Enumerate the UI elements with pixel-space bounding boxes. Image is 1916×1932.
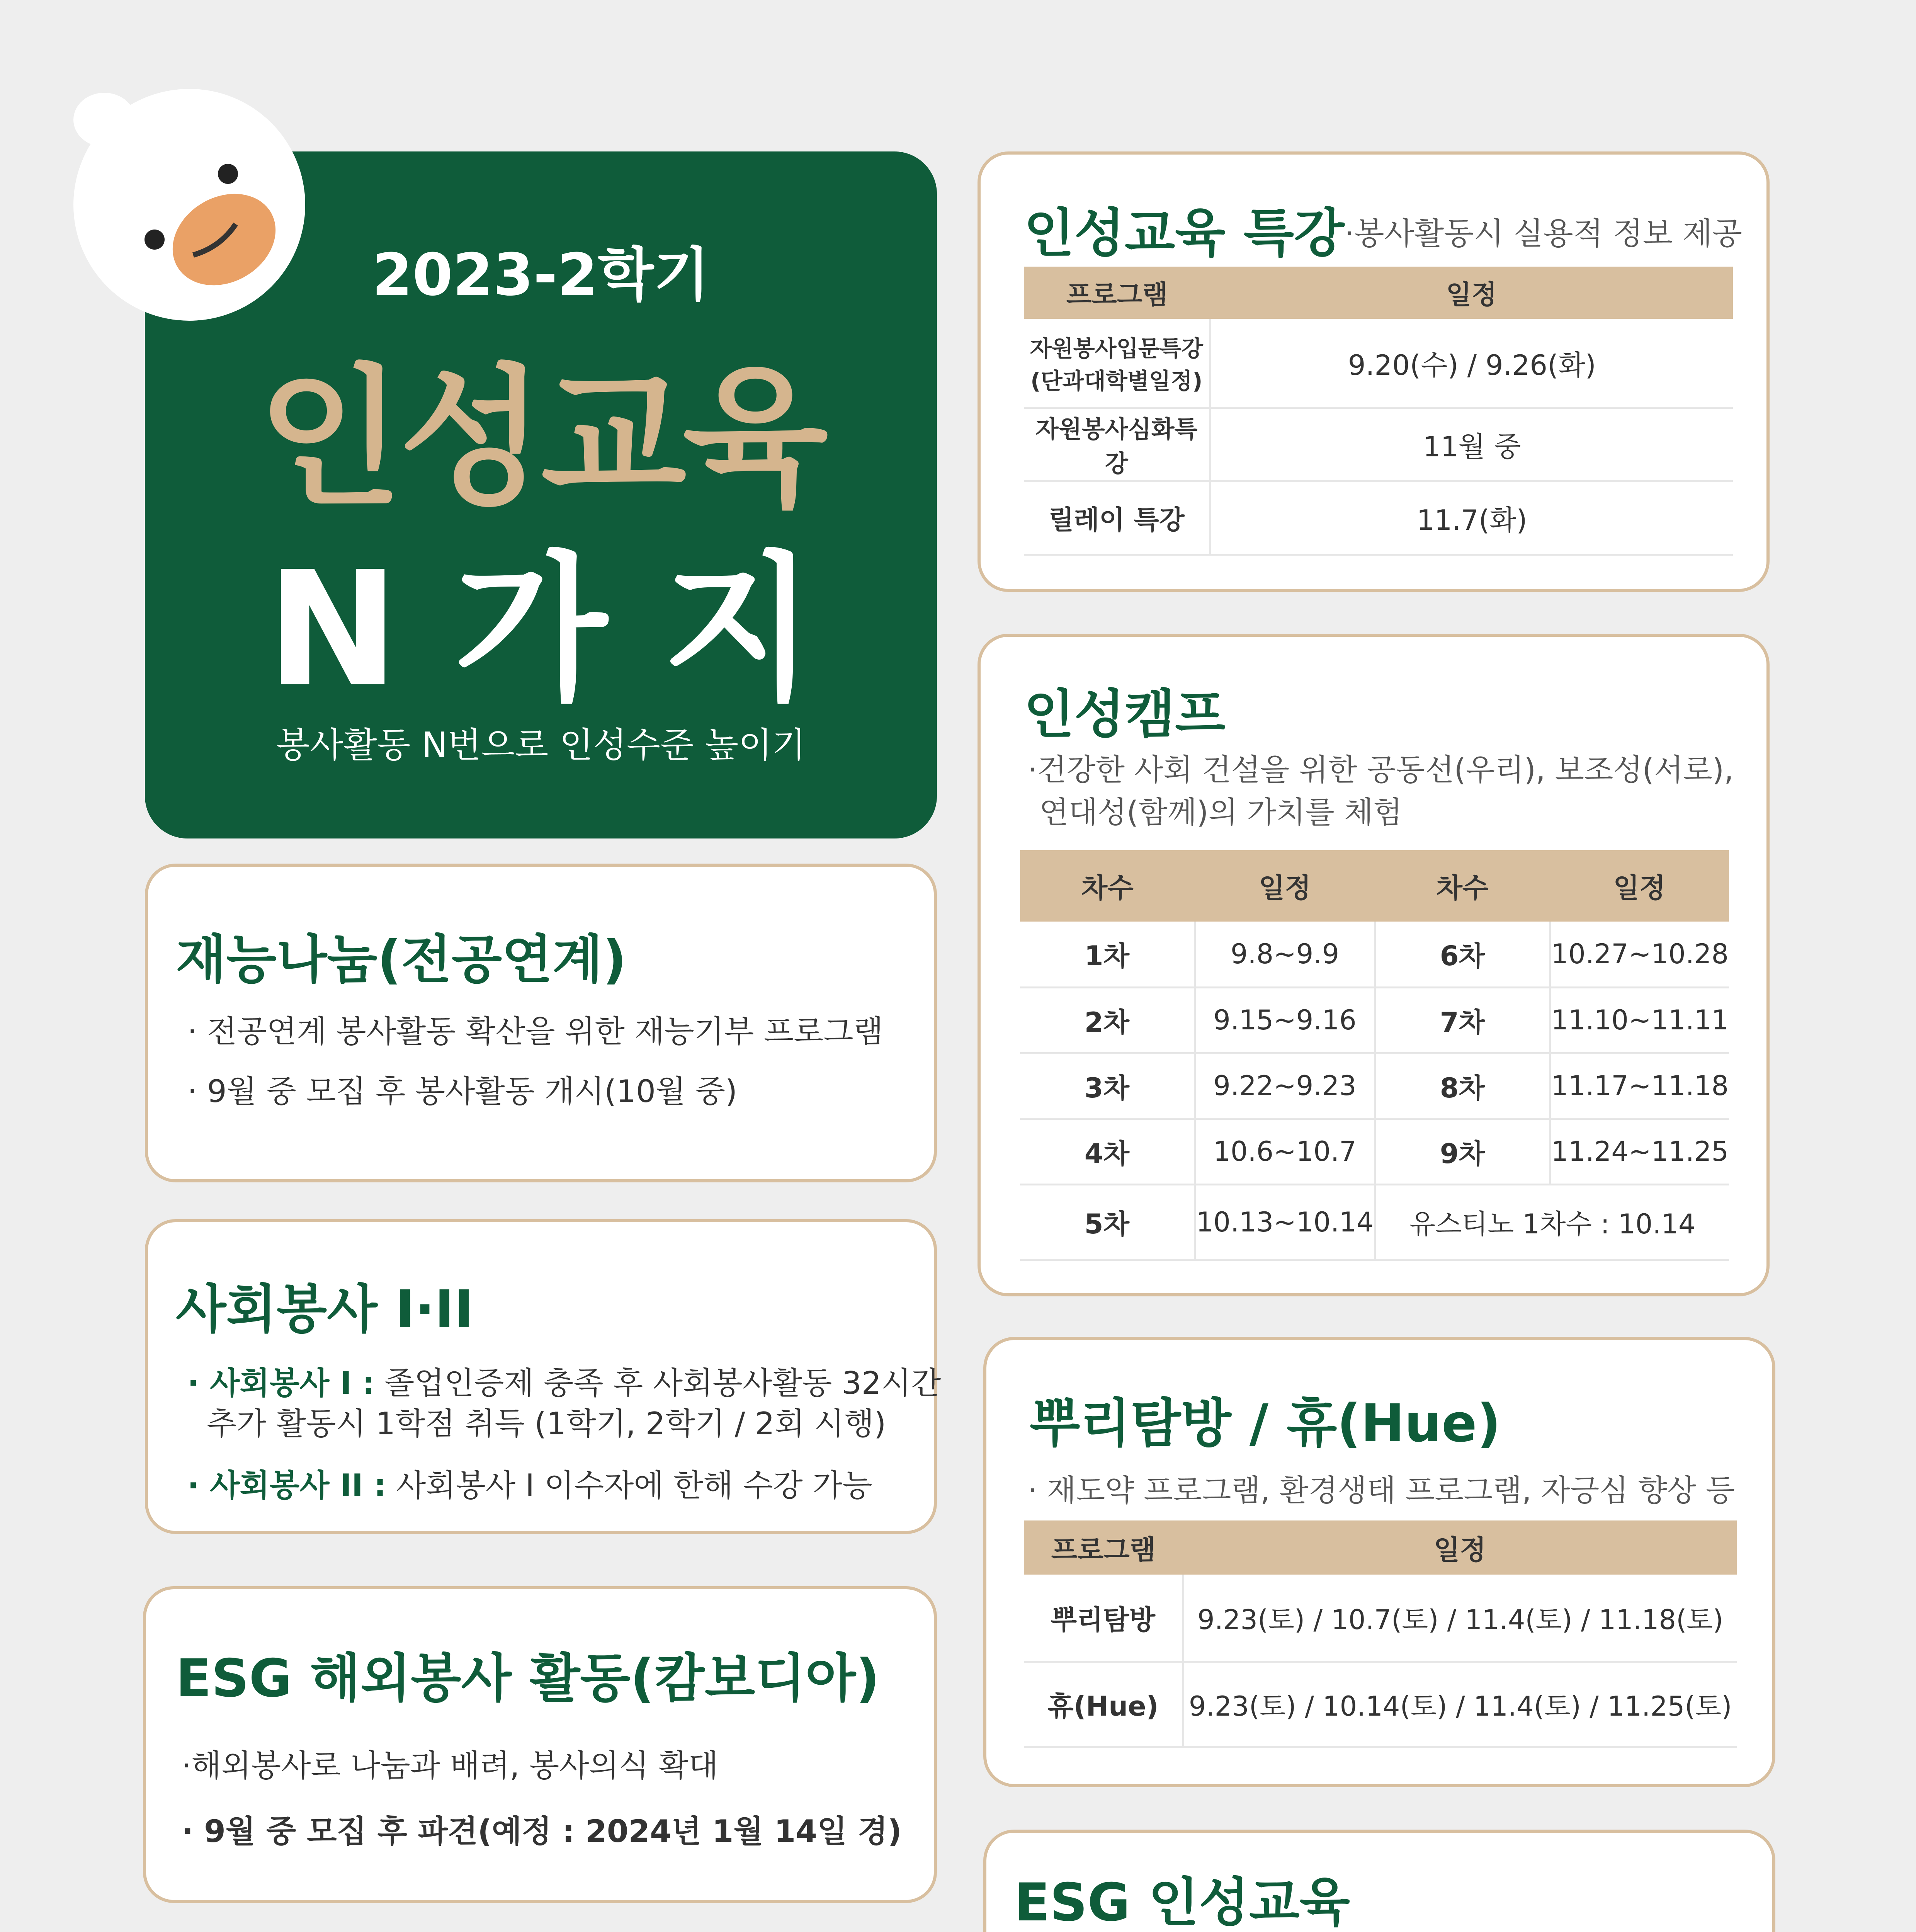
table-row: [1020, 1184, 1729, 1260]
social-item-1-label: · 사회봉사 I :: [187, 1365, 375, 1401]
roots-header-program: 프로그램: [1024, 1520, 1183, 1575]
camp-cell: 6차: [1375, 922, 1550, 987]
roots-table: [1024, 1520, 1737, 1748]
camp-desc-2: 연대성(함께)의 가치를 체험: [1039, 795, 1403, 830]
camp-cell: 11.24~11.25: [1550, 1119, 1729, 1184]
social-item-1-cont: 추가 활동시 1학점 취득 (1학기, 2학기 / 2회 시행): [207, 1406, 886, 1442]
camp-cell: 9.8~9.9: [1195, 922, 1375, 987]
lecture-header-program: 프로그램: [1024, 267, 1210, 319]
camp-cell: 유스티노 1차수 : 10.14: [1375, 1184, 1729, 1260]
talent-item-2: · 9월 중 모집 후 봉사활동 개시(10월 중): [187, 1073, 738, 1109]
lecture-program: 자원봉사심화특강: [1024, 408, 1210, 481]
camp-title: 인성캠프: [1024, 684, 1226, 745]
camp-desc-1: ·건강한 사회 건설을 위한 공동선(우리), 보조성(서로),: [1028, 753, 1734, 787]
roots-desc: · 재도약 프로그램, 환경생태 프로그램, 자긍심 향상 등: [1028, 1473, 1735, 1508]
camp-cell: 10.13~10.14: [1195, 1184, 1375, 1260]
camp-header-date: 일정: [1195, 850, 1375, 922]
camp-header-round: 차수: [1020, 850, 1195, 922]
camp-cell: 3차: [1020, 1053, 1195, 1119]
camp-header-round: 차수: [1375, 850, 1550, 922]
esg-edu-title: ESG 인성교육: [1014, 1872, 1350, 1932]
camp-cell: 11.10~11.11: [1550, 987, 1729, 1053]
lecture-schedule: 9.20(수) / 9.26(화): [1210, 319, 1733, 408]
table-row: [1020, 987, 1729, 1053]
lecture-header-schedule: 일정: [1210, 267, 1733, 319]
social-item-1-text: 졸업인증제 충족 후 사회봉사활동 32시간: [374, 1365, 941, 1401]
camp-cell: 8차: [1375, 1053, 1550, 1119]
hero-title: 인성교육: [257, 350, 825, 526]
camp-table: [1020, 850, 1729, 1261]
lecture-schedule: 11월 중: [1210, 408, 1733, 481]
esg-abroad-title: ESG 해외봉사 활동(캄보디아): [176, 1648, 880, 1709]
table-row: [1024, 481, 1733, 554]
camp-cell: 9차: [1375, 1119, 1550, 1184]
social-item-2-label: · 사회봉사 II :: [187, 1468, 386, 1503]
camp-cell: 7차: [1375, 987, 1550, 1053]
table-row: [1024, 1575, 1737, 1662]
talent-title: 재능나눔(전공연계): [176, 929, 627, 990]
social-item-2-text: 사회봉사 I 이수자에 한해 수강 가능: [386, 1468, 872, 1503]
roots-header-schedule: 일정: [1183, 1520, 1737, 1575]
camp-cell: 10.27~10.28: [1550, 922, 1729, 987]
camp-cell: 9.22~9.23: [1195, 1053, 1375, 1119]
social-item-1: [187, 1358, 941, 1403]
lecture-desc: ·봉사활동시 실용적 정보 제공: [1345, 216, 1743, 252]
camp-cell: 4차: [1020, 1119, 1195, 1184]
talent-item-1: · 전공연계 봉사활동 확산을 위한 재능기부 프로그램: [187, 1014, 883, 1049]
hero-title-n: N 가 지: [266, 537, 816, 722]
roots-schedule: 9.23(토) / 10.7(토) / 11.4(토) / 11.18(토): [1183, 1575, 1737, 1662]
lecture-schedule: 11.7(화): [1210, 481, 1733, 554]
lecture-program: 자원봉사입문특강 (단과대학별일정): [1024, 319, 1210, 408]
roots-program: 뿌리탐방: [1024, 1575, 1183, 1662]
table-row: [1020, 1119, 1729, 1184]
social-item-2: [187, 1461, 872, 1505]
hero-semester: 2023-2학기: [372, 242, 710, 309]
roots-title: 뿌리탐방 / 휴(Hue): [1030, 1393, 1501, 1454]
camp-cell: 10.6~10.7: [1195, 1119, 1375, 1184]
esg-abroad-item-1: ·해외봉사로 나눔과 배려, 봉사의식 확대: [182, 1748, 719, 1784]
table-row: [1020, 922, 1729, 987]
hero-subtitle: 봉사활동 N번으로 인성수준 높이기: [276, 725, 806, 765]
mascot-head-illustration: [66, 77, 313, 325]
table-row: [1024, 1662, 1737, 1747]
lecture-table: [1024, 267, 1733, 556]
lecture-program: 릴레이 특강: [1024, 481, 1210, 554]
social-title: 사회봉사 I·II: [176, 1279, 474, 1340]
table-row: [1024, 408, 1733, 481]
camp-cell: 11.17~11.18: [1550, 1053, 1729, 1119]
table-row: [1024, 319, 1733, 408]
camp-cell: 2차: [1020, 987, 1195, 1053]
roots-schedule: 9.23(토) / 10.14(토) / 11.4(토) / 11.25(토): [1183, 1662, 1737, 1747]
camp-header-date: 일정: [1550, 850, 1729, 922]
roots-program: 휴(Hue): [1024, 1662, 1183, 1747]
esg-abroad-item-2: · 9월 중 모집 후 파견(예정 : 2024년 1월 14일 경): [182, 1813, 902, 1849]
lecture-title: 인성교육 특강: [1024, 203, 1345, 264]
camp-cell: 5차: [1020, 1184, 1195, 1260]
camp-cell: 9.15~9.16: [1195, 987, 1375, 1053]
table-row: [1020, 1053, 1729, 1119]
camp-cell: 1차: [1020, 922, 1195, 987]
